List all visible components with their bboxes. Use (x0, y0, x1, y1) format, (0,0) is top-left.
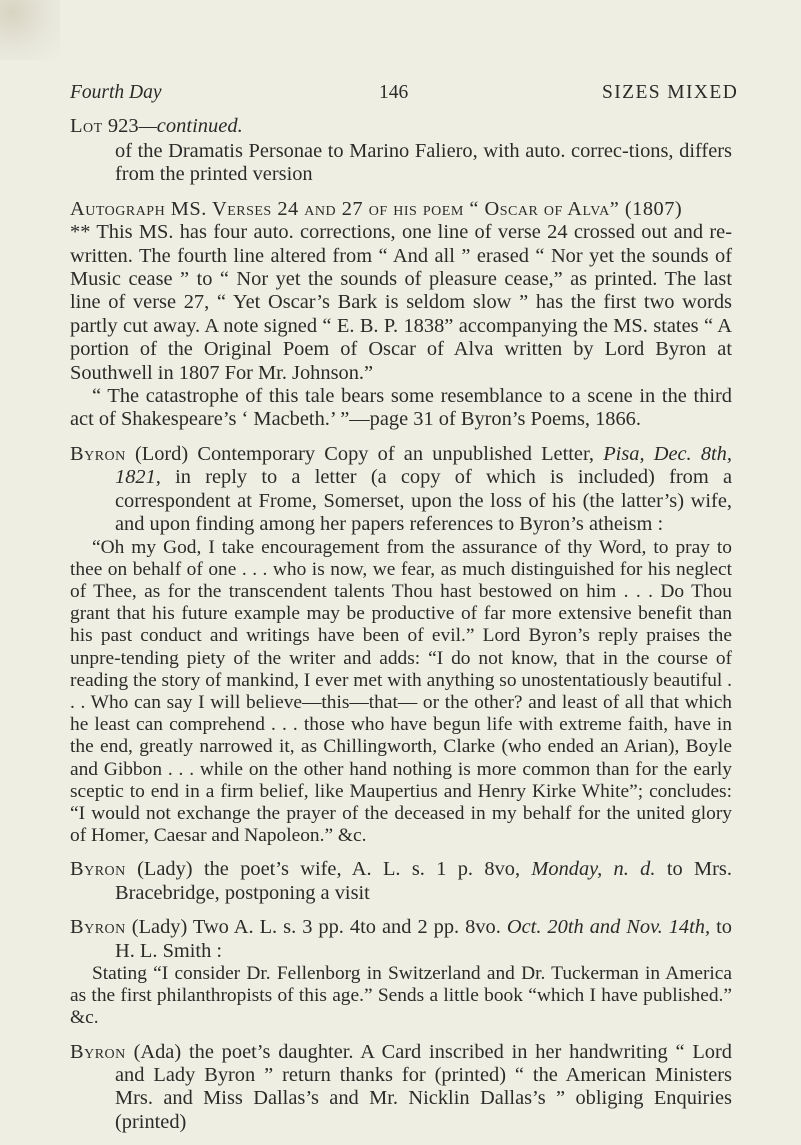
lot-heading (70, 114, 243, 138)
entry-byron-lady-2 (70, 916, 732, 1029)
lot-number: 923 (107, 115, 139, 137)
entry-date: Oct. 20th and Nov. 14th, (506, 916, 711, 939)
entry-details: in reply to a letter (a copy of which is included) from a correspondent at Frome, Somerset, upon the loss of his (the latter’s) wife, and upon finding among her papers references to Byron’s atheism : (115, 466, 732, 536)
entry-description: (Ada) the poet’s daughter. A Card inscribed in her handwriting “ Lord and Lady Byron ” return thanks for (printed) “ the American Ministers Mrs. and Miss Dallas’s and Mr. Nicklin Dallas’s ” obliging Enquiries (printed) (115, 1040, 732, 1133)
running-header (0, 82, 801, 110)
catalogue-body (70, 140, 732, 1145)
entry-heading: Byron (70, 916, 126, 939)
continued-text: of the Dramatis Personae to Marino Faliero, with auto. correc-tions, differs from the printed version (115, 140, 732, 186)
header-section: SIZES MIXED (602, 82, 739, 103)
header-day: Fourth Day (70, 82, 162, 103)
entry-description: (Lady) the poet’s wife, A. L. s. 1 p. 8vo, (137, 858, 521, 881)
lot-continued: —continued. (138, 115, 243, 137)
entry-note: ** This MS. has four auto. corrections, one line of verse 24 crossed out and re-written. The fourth line altered from “ And all ” erased “ Nor yet the sounds of Music cease ” to “ Nor yet the sounds of pleasure cease,” as printed. The last line of verse 27, “ Yet Oscar’s Bark is seldom slow ” has the first two words partly cut away. A note signed “ E. B. P. 1838” accompanying the MS. states “ A portion of the Original Poem of Oscar of Alva written by Lord Byron at Southwell in 1807 For Mr. Johnson.” (70, 221, 732, 384)
entry-quote: “ The catastrophe of this tale bears some resemblance to a scene in the third act of Shakespeare’s ‘ Macbeth.’ ”—page 31 of Byron’s Poems, 1866. (70, 385, 732, 431)
entry-autograph-ms (70, 198, 732, 432)
entry-description: Verses 24 and 27 of his poem “ Oscar of Alva” (1807) (211, 197, 683, 220)
entry-byron-lord (70, 443, 732, 847)
entry-details: to Mrs. Bracebridge, postponing a visit (115, 858, 732, 904)
entry-quote: Stating “I consider Dr. Fellenborg in Switzerland and Dr. Tuckerman in America as the first philanthropists of this age.” Sends a little book “which I have published.” &c. (70, 962, 732, 1029)
page-number: 146 (379, 82, 409, 103)
entry-heading: Byron (70, 858, 126, 881)
entry-heading: Byron (70, 1040, 126, 1063)
entry-byron-lady-1 (70, 858, 732, 905)
entry-heading: Autograph MS. (70, 197, 207, 220)
entry-date: Monday, n. d. (531, 858, 656, 881)
entry-description: (Lord) Contemporary Copy of an unpublished Letter, (134, 442, 595, 465)
entry-details: to H. L. Smith : (115, 916, 732, 962)
entry-quote: “Oh my God, I take encouragement from the assurance of thy Word, to pray to thee on behalf of one . . . who is now, we fear, as much distinguished for his neglect of Thee, as for the transcendent talents Thou hast bestowed on him . . . Do Thou grant that his future example may be productive of far more extensive benefit than his past conduct and writings have been of evil.” Lord Byron’s reply praises the unpre-tending piety of the writer and adds: “I do not know, that in the course of reading the story of mankind, I ever met with anything so unostentatiously beautiful . . . Who can say I will believe—this—that— or the other? and least of all that which he least can comprehend . . . those who have begun life with extreme faith, have in the end, greatly narrowed it, as Chillingworth, Clarke (who ended an Arian), Boyle and Gibbon . . . while on the other hand nothing is more common than for the early sceptic to end in a firm belief, like Maupertius and Henry Kirke White”; concludes: “I would not exchange the prayer of the deceased in my behalf for the united glory of Homer, Caesar and Napoleon.” &c. (70, 536, 732, 847)
entry-description: (Lady) Two A. L. s. 3 pp. 4to and 2 pp. 8vo. (131, 916, 501, 939)
entry-date: Pisa, Dec. 8th, 1821, (115, 442, 732, 489)
paper-stain (0, 0, 60, 60)
entry-heading: Byron (70, 442, 126, 465)
entry-byron-ada (70, 1041, 732, 1135)
lot-label: Lot (70, 115, 103, 137)
